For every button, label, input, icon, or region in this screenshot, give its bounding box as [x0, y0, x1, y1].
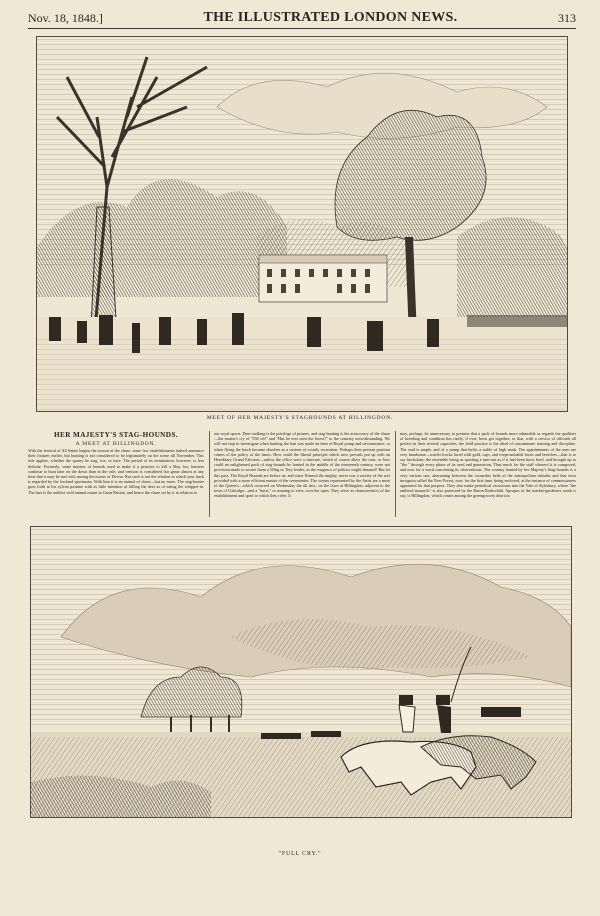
column-rule	[209, 431, 210, 517]
issue-date: Nov. 18, 1848.]	[28, 10, 103, 25]
article-subhead: A MEET AT HILLINGDON.	[75, 441, 157, 447]
article-column-2: our royal sports. Deer-stalking is the privilege of princes, and stag-hunting is the aristocracy of the chase—the master's cry of "Oh! oh!" and "Has he ever seen the forest?" to the contrary notwithstanding. We will not stop to investigate when hunting the hart was made an item of Royal pomp and circumstance, or when flying the hawk became obsolete as a custom of courtly recreation. Perhaps their present position comes of the policy of the times. How could the liberal principle which now prevails put up with an Hereditary Grand Falconer—unless the office were a sinecure, which of course alters the case; or how could an enlightened pack of stag-hounds be hunted in the middle of the nineteenth century, were not provision made to secure them a Whig or Tory leader, as the exigence of politics might demand? But let this pass. The Royal Hounds are before us; and since Nimrod the mighty, never was a society of the sort provided with a more efficient master of the ceremonies. The scenes represented by the Artist are a meet of the Queen's—which occurred on Wednesday the ult inst., on the lawn at Hillingdon, adjacent to the town of Uxbridge—and a "burst," or running to view, over the open. They serve as characteristics of the establishment and sport to which they refer. It	[214, 431, 390, 499]
article-column-1: With the festival of All Saints begins the season of the chase: some few establishments indeed announce their fixtures earlier, but hunting is not considered to be legitimately on the scene till November. This rule applies, whether the quarry be stag, fox, or hare. The period of its termination, however, is less definite. Formerly, some masters of hounds used to make it a practice to kill a May fox; harriers continue to hunt later on the down than in the vale; and venison is considered fair game almost at any time that it may be met with among the moors of Devon. But such is not the relation in which your buck is regarded by the lowland sportsman. With him it is an animal of chase—but no more. The stag-hunter goes forth to his sylvan pastime with as little intention of killing the deer as of eating the whipper-in. The hart is the noblest wild animal extant in Great Britain, and hence the chase set by it in relation to	[28, 448, 204, 495]
masthead	[28, 8, 576, 29]
full-cry-engraving	[30, 526, 572, 818]
meet-engraving	[36, 36, 568, 412]
column-rule	[395, 431, 396, 517]
top-illustration-caption: MEET OF HER MAJESTY'S STAGHOUNDS AT HILLINGDON.	[206, 415, 394, 421]
article	[28, 431, 576, 517]
page-number: 313	[558, 10, 576, 25]
article-headline: HER MAJESTY'S STAG-HOUNDS.	[54, 431, 178, 439]
bottom-illustration-caption: "FULL CRY."	[278, 851, 322, 857]
newspaper-title: THE ILLUSTRATED LONDON NEWS.	[203, 10, 458, 25]
article-column-3: may, perhaps, be unnecessary to premise that a pack of hounds more admirable as regards the qualities of breeding and condition has rarely, if ever, been got together; or that, with a service of officials all perfect in their several capacities, the field practice is the ideal of consummate training and discipline. The stud is ample, and of a stamp that befits a stable of high mark. The appointments of the men are very handsome—scarlet frocks laced with gold, caps, and irreproachable boots and breeches—that is to say buckskins; the ensemble being as sporting a turn-out as if it had been born, bred, and brought up to "the." through every phase of its seed and generation. Thus much for the staff whereof it is composed, and now for a word concerning its whereabouts. The country hunted by her Majesty's Stag-hounds is a very various one, alternating between the cucumber beds of the metropolitan suburbs and that terra incognita called the New Forest, now, for the first time, being enclosed, at the instance of commissioners appointed for that purpose. They also make periodical excursions into the Vale of Aylesbury, where "the antlered monarch" is also protected by the Baron Rothschild. Apropos of the market-gardeners south is say, is Hillingdon, which comes among the greengrocery districts	[400, 431, 576, 499]
